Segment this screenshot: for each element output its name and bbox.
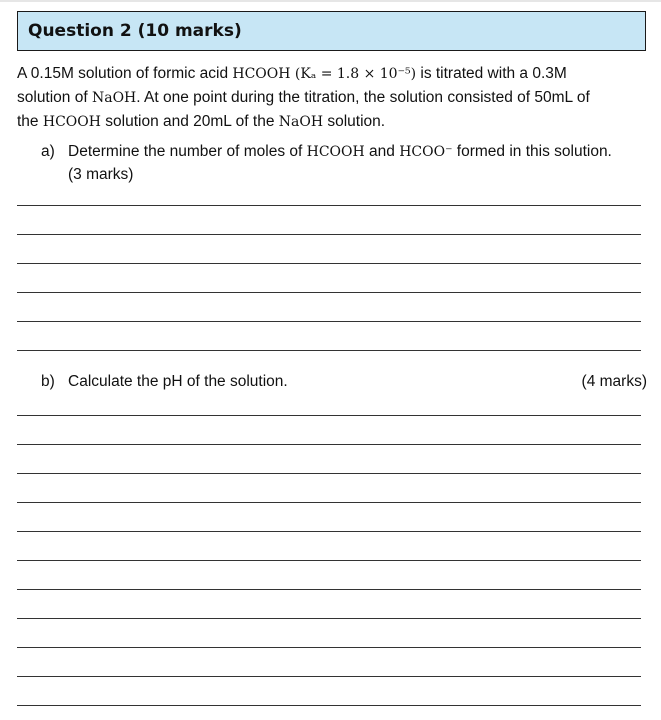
formula-hcooh: HCOOH (306, 144, 365, 160)
answer-line[interactable] (17, 618, 641, 619)
answer-line[interactable] (17, 647, 641, 648)
formula-hcooh: HCOOH (42, 114, 101, 130)
part-b-label: b) (41, 373, 55, 390)
intro-line-3: the HCOOH solution and 20mL of the NaOH solution. (17, 113, 386, 130)
formula-hcooh-ka: HCOOH (Kₐ = 1.8 × 10⁻⁵) (232, 66, 417, 82)
formula-hcoo-ion: HCOO⁻ (399, 144, 453, 160)
answer-line[interactable] (17, 321, 641, 322)
answer-line[interactable] (17, 473, 641, 474)
answer-line[interactable] (17, 705, 641, 706)
page-top-border (0, 0, 661, 2)
answer-line[interactable] (17, 444, 641, 445)
answer-line[interactable] (17, 205, 641, 206)
part-a-marks: (3 marks) (68, 166, 134, 183)
part-a-question: Determine the number of moles of HCOOH and HCOO⁻ formed in this solution. (68, 143, 612, 160)
answer-line[interactable] (17, 234, 641, 235)
answer-line[interactable] (17, 263, 641, 264)
intro-line-1: A 0.15M solution of formic acid HCOOH (Kₐ = 1.8 × 10⁻⁵) is titrated with a 0.3M (17, 65, 567, 82)
question-intro (17, 62, 647, 134)
answer-line[interactable] (17, 415, 641, 416)
answer-line[interactable] (17, 350, 641, 351)
answer-line[interactable] (17, 502, 641, 503)
formula-naoh: NaOH (278, 114, 324, 130)
answer-line[interactable] (17, 676, 641, 677)
part-b-question: Calculate the pH of the solution. (68, 373, 288, 390)
answer-line[interactable] (17, 589, 641, 590)
intro-line-2: solution of NaOH. At one point during the titration, the solution consisted of 50mL of (17, 89, 590, 106)
question-header (17, 11, 646, 51)
part-a-label: a) (41, 143, 55, 160)
question-title: Question 2 (10 marks) (28, 21, 242, 41)
answer-line[interactable] (17, 292, 641, 293)
answer-line[interactable] (17, 531, 641, 532)
part-b-marks: (4 marks) (581, 373, 647, 390)
answer-line[interactable] (17, 560, 641, 561)
formula-naoh: NaOH (91, 90, 137, 106)
